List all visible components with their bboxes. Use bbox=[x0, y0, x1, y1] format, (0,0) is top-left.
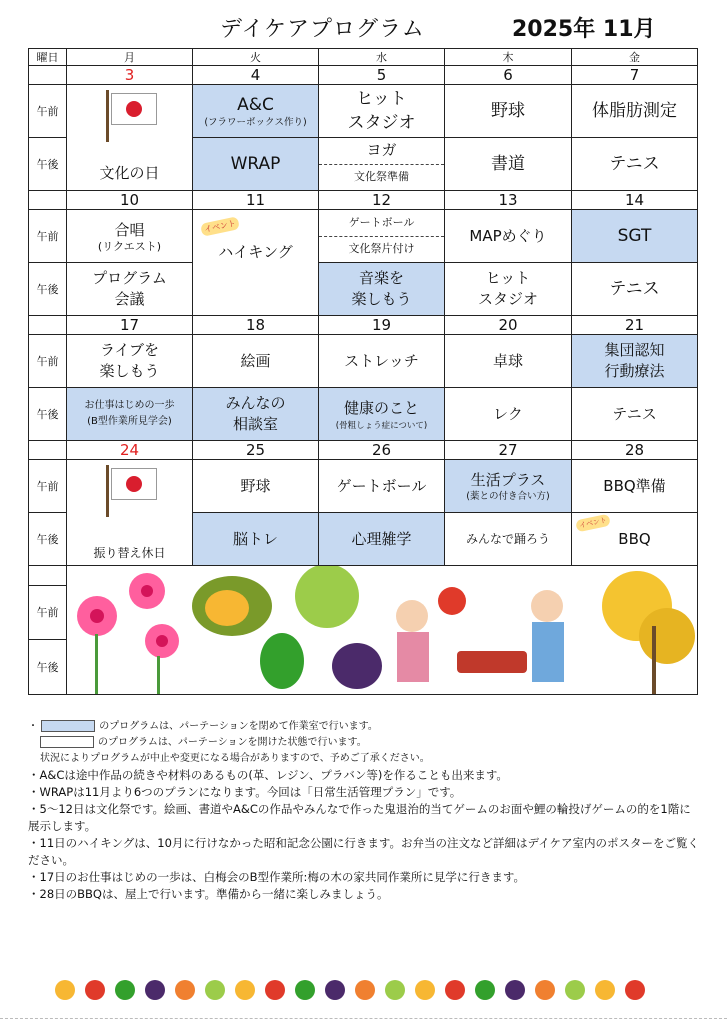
date-cell: 7 bbox=[572, 66, 698, 85]
date-cell: 28 bbox=[572, 441, 698, 460]
cabbage-icon bbox=[295, 566, 359, 628]
page-title: デイケアプログラム bbox=[220, 17, 425, 42]
note-line: ・11日のハイキングは、10月に行けなかった昭和記念公園に行きます。お弁当の注文など詳細はデイケア室内のポスターをご覧ください。 bbox=[28, 836, 699, 867]
program-cell: 生活プラス (薬との付き合い方) bbox=[445, 460, 572, 513]
program-cell: みんなで踊ろう bbox=[445, 513, 572, 566]
date-cell: 24 bbox=[67, 441, 193, 460]
caveat-text: 状況によりプログラムが中止や変更になる場合がありますので、予めご了承ください。 bbox=[40, 753, 430, 764]
program-cell-split: ヨガ 文化祭準備 bbox=[319, 138, 445, 191]
note-line: ・A&Cは途中作品の続きや材料のあるもの(革、レジン、プラバン等)を作ることも出来ます。 bbox=[28, 768, 508, 782]
pm-label: 午後 bbox=[29, 138, 67, 191]
note-line: ・17日のお仕事はじめの一歩は、白梅会のB型作業所:梅の木の家共同作業所に見学に行きます。 bbox=[28, 870, 525, 884]
notes-section bbox=[28, 719, 700, 903]
am-label: 午前 bbox=[29, 335, 67, 388]
date-cell: 18 bbox=[193, 316, 319, 335]
date-cell: 13 bbox=[445, 191, 572, 210]
program-cell: A&C (フラワーボックス作り) bbox=[193, 85, 319, 138]
program-cell: 絵画 bbox=[193, 335, 319, 388]
program-cell: ゲートボール bbox=[319, 460, 445, 513]
pm-label: 午後 bbox=[29, 388, 67, 441]
program-cell: テニス bbox=[572, 263, 698, 316]
bbq-couple-icon bbox=[396, 587, 564, 682]
program-cell: テニス bbox=[572, 138, 698, 191]
am-label: 午前 bbox=[29, 210, 67, 263]
program-cell: WRAP bbox=[193, 138, 319, 191]
program-cell: 野球 bbox=[445, 85, 572, 138]
date-cell: 20 bbox=[445, 316, 572, 335]
note-line: ・28日のBBQは、屋上で行います。準備から一緒に楽しみましょう。 bbox=[28, 887, 389, 901]
day-tue: 火 bbox=[193, 49, 319, 66]
event-badge-icon: イベント bbox=[200, 216, 240, 237]
date-cell: 25 bbox=[193, 441, 319, 460]
holiday-cell bbox=[67, 460, 193, 566]
program-cell: レク bbox=[445, 388, 572, 441]
program-cell-event: イベント ハイキング bbox=[193, 210, 319, 316]
date-cell: 10 bbox=[67, 191, 193, 210]
day-mon: 月 bbox=[67, 49, 193, 66]
program-cell: 野球 bbox=[193, 460, 319, 513]
program-cell: 健康のこと (骨粗しょう症について) bbox=[319, 388, 445, 441]
program-cell: 集団認知 行動療法 bbox=[572, 335, 698, 388]
date-cell: 11 bbox=[193, 191, 319, 210]
date-cell: 5 bbox=[319, 66, 445, 85]
program-cell: プログラム 会議 bbox=[67, 263, 193, 316]
program-cell: みんなの 相談室 bbox=[193, 388, 319, 441]
event-badge-icon: イベント bbox=[575, 514, 611, 533]
date-cell: 14 bbox=[572, 191, 698, 210]
program-cell: MAPめぐり bbox=[445, 210, 572, 263]
page-cut-line bbox=[0, 1018, 727, 1019]
program-cell: 脳トレ bbox=[193, 513, 319, 566]
date-cell: 26 bbox=[319, 441, 445, 460]
legend-white: のプログラムは、パーテーションを開けた状態で行います。 bbox=[28, 735, 700, 751]
program-cell: 卓球 bbox=[445, 335, 572, 388]
program-cell: ヒット スタジオ bbox=[445, 263, 572, 316]
date-cell: 6 bbox=[445, 66, 572, 85]
program-cell: ヒット スタジオ bbox=[319, 85, 445, 138]
eggplant-icon bbox=[332, 643, 382, 689]
program-cell: イベント BBQ bbox=[572, 513, 698, 566]
year-month: 2025年 11月 bbox=[512, 17, 656, 42]
date-cell: 21 bbox=[572, 316, 698, 335]
program-cell: 音楽を 楽しもう bbox=[319, 263, 445, 316]
program-cell-split: ゲートボール 文化祭片付け bbox=[319, 210, 445, 263]
holiday-label: 文化の日 bbox=[99, 164, 160, 182]
date-cell: 19 bbox=[319, 316, 445, 335]
program-cell: テニス bbox=[572, 388, 698, 441]
japan-flag-icon bbox=[111, 93, 157, 125]
date-cell: 3 bbox=[67, 66, 193, 85]
japan-flag-icon bbox=[111, 468, 157, 500]
illustration-area bbox=[67, 566, 698, 695]
program-cell: SGT bbox=[572, 210, 698, 263]
day-wed: 水 bbox=[319, 49, 445, 66]
day-thu: 木 bbox=[445, 49, 572, 66]
ginkgo-tree-icon bbox=[602, 571, 695, 694]
program-cell: ライブを 楽しもう bbox=[67, 335, 193, 388]
program-calendar bbox=[28, 48, 698, 695]
date-cell: 27 bbox=[445, 441, 572, 460]
date-cell: 4 bbox=[193, 66, 319, 85]
am-label: 午前 bbox=[29, 585, 67, 640]
program-cell: 合唱 (リクエスト) bbox=[67, 210, 193, 263]
program-cell: お仕事はじめの一歩 (B型作業所見学会) bbox=[67, 388, 193, 441]
vegetable-border-icon bbox=[50, 975, 660, 1005]
program-cell: 書道 bbox=[445, 138, 572, 191]
program-cell: 体脂肪測定 bbox=[572, 85, 698, 138]
am-label: 午前 bbox=[29, 85, 67, 138]
am-label: 午前 bbox=[29, 460, 67, 513]
program-cell: BBQ準備 bbox=[572, 460, 698, 513]
bell-pepper-icon bbox=[260, 633, 304, 689]
pumpkin-icon bbox=[192, 576, 272, 636]
date-cell: 17 bbox=[67, 316, 193, 335]
note-line: ・5～12日は文化祭です。絵画、書道やA&Cの作品やみんなで作った鬼退治的当てゲームのお面や鯉の輪投げゲームの的を1階に展示します。 bbox=[28, 802, 691, 833]
weekday-label: 曜日 bbox=[29, 49, 67, 66]
pm-label: 午後 bbox=[29, 640, 67, 695]
pm-label: 午後 bbox=[29, 263, 67, 316]
holiday-cell bbox=[67, 85, 193, 191]
day-fri: 金 bbox=[572, 49, 698, 66]
note-line: ・WRAPは11月より6つのプランになります。今回は「日常生活管理プラン」です。 bbox=[28, 785, 462, 799]
decorations bbox=[67, 566, 698, 694]
pm-label: 午後 bbox=[29, 513, 67, 566]
holiday-label: 振り替え休日 bbox=[93, 546, 166, 560]
date-cell: 12 bbox=[319, 191, 445, 210]
program-cell: 心理雑学 bbox=[319, 513, 445, 566]
legend-blue: ・ のプログラムは、パーテーションを閉めて作業室で行います。 bbox=[28, 721, 378, 732]
flower-icon bbox=[77, 573, 179, 694]
program-cell: ストレッチ bbox=[319, 335, 445, 388]
